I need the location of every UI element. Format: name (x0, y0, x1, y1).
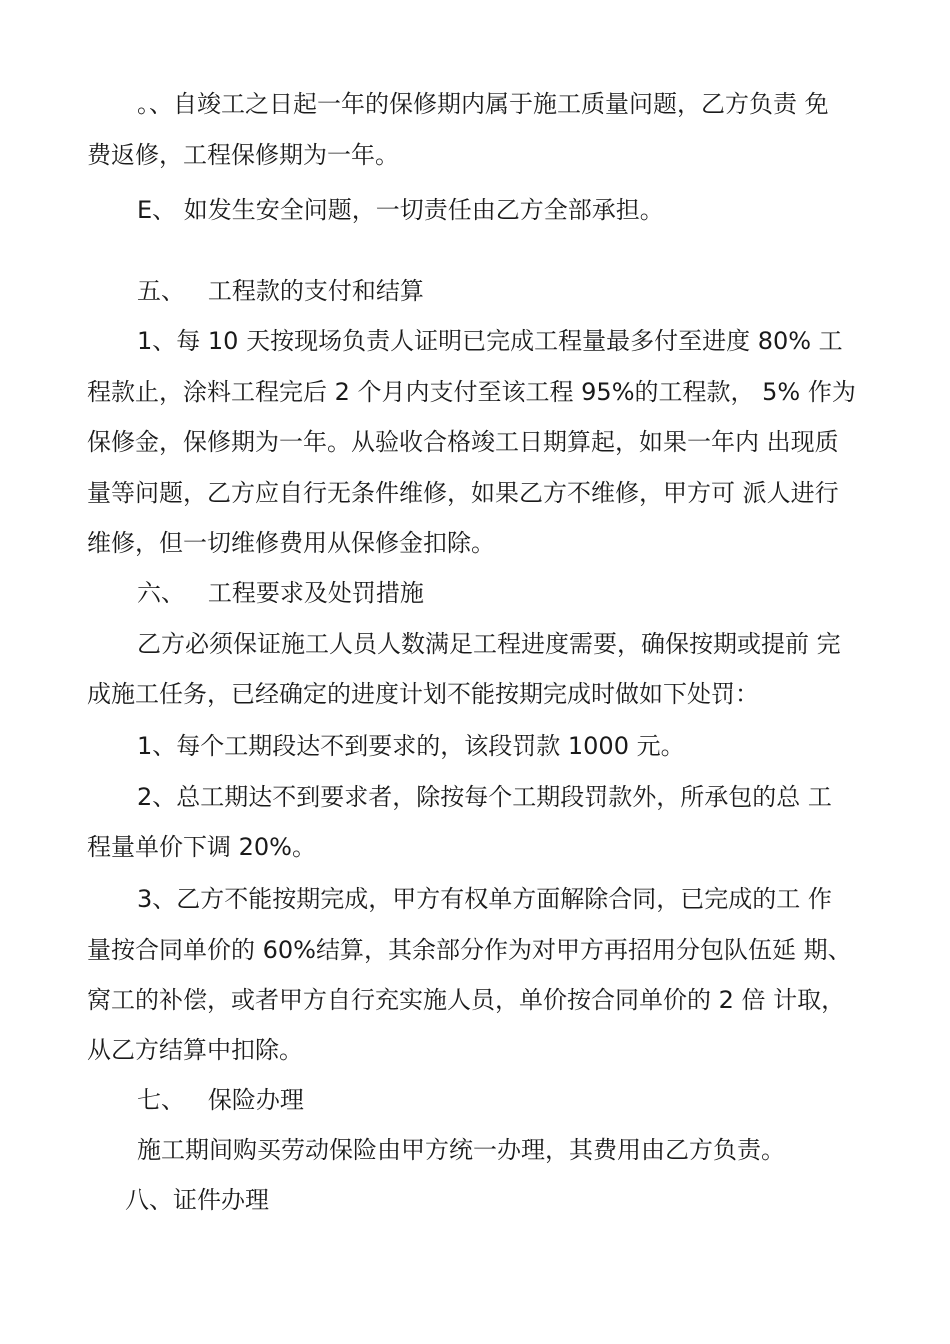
text-line: 窝工的补偿，或者甲方自行充实施人员，单价按合同单价的 2 倍 计取， (87, 986, 846, 1014)
text-line: E、 如发生安全问题，一切责任由乙方全部承担。 (137, 196, 664, 224)
text-line: 1、每个工期段达不到要求的，该段罚款 1000 元。 (137, 732, 685, 760)
text-line: 1、每 10 天按现场负责人证明已完成工程量最多付至进度 80% 工 (137, 327, 843, 355)
text-line: 3、乙方不能按期完成，甲方有权单方面解除合同，已完成的工 作 (137, 885, 832, 913)
text-line: 程款止，涂料工程完后 2 个月内支付至该工程 95%的工程款， 5% 作为 (87, 378, 856, 406)
text-line: 2、总工期达不到要求者，除按每个工期段罚款外，所承包的总 工 (137, 783, 832, 811)
text-line: 量按合同单价的 60%结算，其余部分作为对甲方再招用分包队伍延 期、 (87, 936, 852, 964)
text-line: 费返修，工程保修期为一年。 (87, 141, 399, 169)
text-line: 施工期间购买劳动保险由甲方统一办理，其费用由乙方负责。 (137, 1136, 785, 1164)
text-line: 乙方必须保证施工人员人数满足工程进度需要，确保按期或提前 完 (137, 630, 841, 658)
text-line: 维修，但一切维修费用从保修金扣除。 (87, 529, 495, 557)
section-heading: 七、 保险办理 (137, 1086, 304, 1114)
section-heading: 六、 工程要求及处罚措施 (137, 579, 424, 607)
text-line: 量等问题，乙方应自行无条件维修，如果乙方不维修，甲方可 派人进行 (87, 479, 839, 507)
text-line: 成施工任务，已经确定的进度计划不能按期完成时做如下处罚： (87, 680, 759, 708)
text-line: 保修金，保修期为一年。从验收合格竣工日期算起，如果一年内 出现质 (87, 428, 839, 456)
section-heading: 八、证件办理 (125, 1186, 269, 1214)
text-line: 程量单价下调 20%。 (87, 833, 316, 861)
text-line: 从乙方结算中扣除。 (87, 1036, 303, 1064)
section-heading: 五、 工程款的支付和结算 (137, 277, 424, 305)
text-line: 。、自竣工之日起一年的保修期内属于施工质量问题，乙方负责 免 (137, 90, 829, 118)
